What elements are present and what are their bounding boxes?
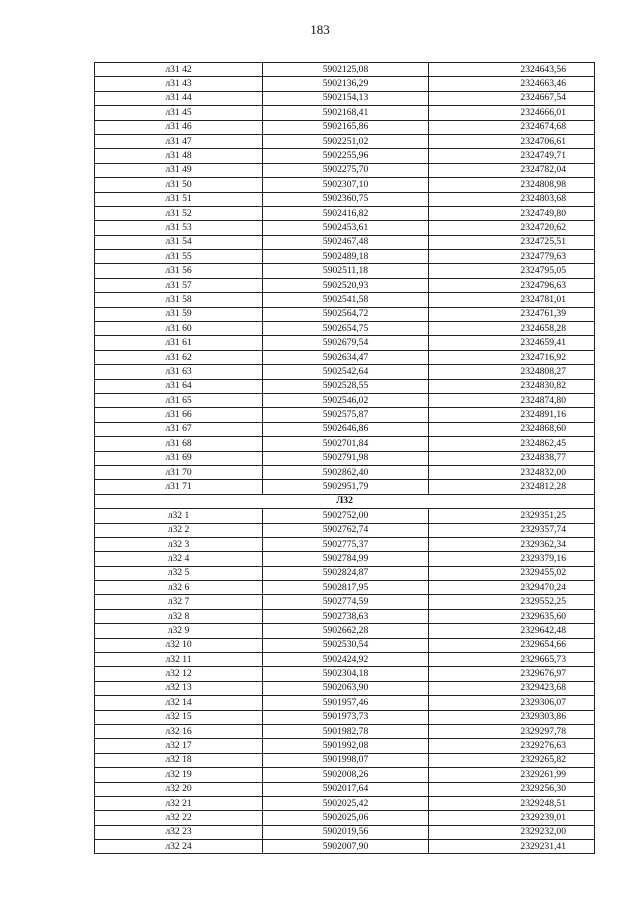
- y-coordinate: 2329248,51: [429, 796, 595, 810]
- table-row: [95, 336, 595, 350]
- table-row: [95, 451, 595, 465]
- x-coordinate: 5901992,08: [263, 739, 429, 753]
- x-coordinate: 5902154,13: [263, 91, 429, 105]
- x-coordinate: 5902125,08: [263, 63, 429, 77]
- y-coordinate: 2324874,80: [429, 393, 595, 407]
- y-coordinate: 2324663,46: [429, 77, 595, 91]
- x-coordinate: 5902360,75: [263, 192, 429, 206]
- table-row: [95, 552, 595, 566]
- point-label: л31 51: [95, 192, 263, 206]
- table-row: [95, 278, 595, 292]
- x-coordinate: 5902251,02: [263, 134, 429, 148]
- y-coordinate: 2329261,99: [429, 768, 595, 782]
- table-row: [95, 91, 595, 105]
- table-row: [95, 811, 595, 825]
- table-row: [95, 782, 595, 796]
- y-coordinate: 2329232,00: [429, 825, 595, 839]
- x-coordinate: 5902784,99: [263, 552, 429, 566]
- y-coordinate: 2329552,25: [429, 595, 595, 609]
- table-row: [95, 480, 595, 494]
- table-row: [95, 437, 595, 451]
- table-row: [95, 581, 595, 595]
- x-coordinate: 5902762,74: [263, 523, 429, 537]
- table-row: [95, 681, 595, 695]
- section-title: Л32: [95, 494, 595, 508]
- y-coordinate: 2324868,60: [429, 422, 595, 436]
- coordinates-table: [94, 62, 595, 854]
- x-coordinate: 5902489,18: [263, 250, 429, 264]
- point-label: л31 54: [95, 235, 263, 249]
- y-coordinate: 2329676,97: [429, 667, 595, 681]
- x-coordinate: 5902007,90: [263, 840, 429, 854]
- table-row: [95, 653, 595, 667]
- table-row: [95, 365, 595, 379]
- x-coordinate: 5902541,58: [263, 293, 429, 307]
- point-label: л32 7: [95, 595, 263, 609]
- y-coordinate: 2329239,01: [429, 811, 595, 825]
- y-coordinate: 2324667,54: [429, 91, 595, 105]
- table-row: [95, 638, 595, 652]
- point-label: л32 6: [95, 581, 263, 595]
- table-row: [95, 465, 595, 479]
- point-label: л32 22: [95, 811, 263, 825]
- x-coordinate: 5902008,26: [263, 768, 429, 782]
- x-coordinate: 5902791,98: [263, 451, 429, 465]
- x-coordinate: 5902424,92: [263, 653, 429, 667]
- y-coordinate: 2329654,66: [429, 638, 595, 652]
- y-coordinate: 2324725,51: [429, 235, 595, 249]
- point-label: л31 59: [95, 307, 263, 321]
- table-row: [95, 825, 595, 839]
- y-coordinate: 2324832,00: [429, 465, 595, 479]
- x-coordinate: 5902546,02: [263, 393, 429, 407]
- x-coordinate: 5901998,07: [263, 753, 429, 767]
- y-coordinate: 2324803,68: [429, 192, 595, 206]
- y-coordinate: 2324862,45: [429, 437, 595, 451]
- y-coordinate: 2324716,92: [429, 350, 595, 364]
- x-coordinate: 5902304,18: [263, 667, 429, 681]
- point-label: л31 49: [95, 163, 263, 177]
- y-coordinate: 2324808,98: [429, 178, 595, 192]
- x-coordinate: 5902025,42: [263, 796, 429, 810]
- point-label: л31 57: [95, 278, 263, 292]
- y-coordinate: 2329351,25: [429, 509, 595, 523]
- table-row: [95, 149, 595, 163]
- table-row: [95, 393, 595, 407]
- y-coordinate: 2324749,71: [429, 149, 595, 163]
- y-coordinate: 2324761,39: [429, 307, 595, 321]
- x-coordinate: 5902575,87: [263, 408, 429, 422]
- y-coordinate: 2329470,24: [429, 581, 595, 595]
- x-coordinate: 5902634,47: [263, 350, 429, 364]
- x-coordinate: 5902467,48: [263, 235, 429, 249]
- point-label: л32 8: [95, 609, 263, 623]
- point-label: л32 16: [95, 724, 263, 738]
- y-coordinate: 2324779,63: [429, 250, 595, 264]
- x-coordinate: 5902817,95: [263, 581, 429, 595]
- table-row: [95, 595, 595, 609]
- table-row: [95, 106, 595, 120]
- point-label: л31 58: [95, 293, 263, 307]
- table-row: [95, 667, 595, 681]
- y-coordinate: 2324749,80: [429, 206, 595, 220]
- x-coordinate: 5902307,10: [263, 178, 429, 192]
- point-label: л32 3: [95, 537, 263, 551]
- y-coordinate: 2324781,01: [429, 293, 595, 307]
- table-row: [95, 624, 595, 638]
- table-row: [95, 235, 595, 249]
- x-coordinate: 5902168,41: [263, 106, 429, 120]
- table-row: [95, 753, 595, 767]
- x-coordinate: 5902017,64: [263, 782, 429, 796]
- y-coordinate: 2324782,04: [429, 163, 595, 177]
- y-coordinate: 2324830,82: [429, 379, 595, 393]
- x-coordinate: 5902275,70: [263, 163, 429, 177]
- y-coordinate: 2329357,74: [429, 523, 595, 537]
- point-label: л31 46: [95, 120, 263, 134]
- y-coordinate: 2329665,73: [429, 653, 595, 667]
- y-coordinate: 2329642,48: [429, 624, 595, 638]
- table-row: [95, 509, 595, 523]
- y-coordinate: 2329455,02: [429, 566, 595, 580]
- table-row: [95, 77, 595, 91]
- x-coordinate: 5902165,86: [263, 120, 429, 134]
- y-coordinate: 2324795,05: [429, 264, 595, 278]
- table-row: [95, 293, 595, 307]
- x-coordinate: 5902701,84: [263, 437, 429, 451]
- point-label: л31 61: [95, 336, 263, 350]
- point-label: л32 21: [95, 796, 263, 810]
- table-row: [95, 796, 595, 810]
- x-coordinate: 5902662,28: [263, 624, 429, 638]
- table-body-l32: [95, 509, 595, 854]
- point-label: л31 50: [95, 178, 263, 192]
- x-coordinate: 5902679,54: [263, 336, 429, 350]
- table-row: [95, 710, 595, 724]
- point-label: л31 66: [95, 408, 263, 422]
- x-coordinate: 5902511,18: [263, 264, 429, 278]
- point-label: л31 53: [95, 221, 263, 235]
- point-label: л31 71: [95, 480, 263, 494]
- x-coordinate: 5902646,86: [263, 422, 429, 436]
- point-label: л32 10: [95, 638, 263, 652]
- point-label: л31 44: [95, 91, 263, 105]
- point-label: л31 70: [95, 465, 263, 479]
- point-label: л31 67: [95, 422, 263, 436]
- x-coordinate: 5902738,63: [263, 609, 429, 623]
- x-coordinate: 5902530,54: [263, 638, 429, 652]
- x-coordinate: 5902542,64: [263, 365, 429, 379]
- table-row: [95, 206, 595, 220]
- section-header-row-group: [95, 494, 595, 508]
- point-label: л32 5: [95, 566, 263, 580]
- point-label: л31 64: [95, 379, 263, 393]
- table-row: [95, 739, 595, 753]
- table-row: [95, 120, 595, 134]
- table-row: [95, 134, 595, 148]
- x-coordinate: 5902654,75: [263, 322, 429, 336]
- point-label: л32 13: [95, 681, 263, 695]
- y-coordinate: 2329423,68: [429, 681, 595, 695]
- y-coordinate: 2324808,27: [429, 365, 595, 379]
- y-coordinate: 2329303,86: [429, 710, 595, 724]
- table-row: [95, 221, 595, 235]
- x-coordinate: 5902862,40: [263, 465, 429, 479]
- x-coordinate: 5902564,72: [263, 307, 429, 321]
- table-row: [95, 724, 595, 738]
- y-coordinate: 2324658,28: [429, 322, 595, 336]
- point-label: л32 24: [95, 840, 263, 854]
- x-coordinate: 5902951,79: [263, 480, 429, 494]
- x-coordinate: 5902774,59: [263, 595, 429, 609]
- point-label: л32 15: [95, 710, 263, 724]
- y-coordinate: 2324720,62: [429, 221, 595, 235]
- y-coordinate: 2329265,82: [429, 753, 595, 767]
- y-coordinate: 2329297,78: [429, 724, 595, 738]
- point-label: л32 14: [95, 696, 263, 710]
- x-coordinate: 5902019,56: [263, 825, 429, 839]
- y-coordinate: 2324643,56: [429, 63, 595, 77]
- point-label: л31 45: [95, 106, 263, 120]
- point-label: л31 62: [95, 350, 263, 364]
- point-label: л31 56: [95, 264, 263, 278]
- x-coordinate: 5902775,37: [263, 537, 429, 551]
- point-label: л31 47: [95, 134, 263, 148]
- page-number: 183: [310, 22, 330, 37]
- point-label: л31 69: [95, 451, 263, 465]
- y-coordinate: 2324706,61: [429, 134, 595, 148]
- point-label: л31 63: [95, 365, 263, 379]
- point-label: л32 23: [95, 825, 263, 839]
- point-label: л31 60: [95, 322, 263, 336]
- point-label: л32 17: [95, 739, 263, 753]
- point-label: л31 55: [95, 250, 263, 264]
- table-row: [95, 322, 595, 336]
- x-coordinate: 5901982,78: [263, 724, 429, 738]
- point-label: л32 2: [95, 523, 263, 537]
- y-coordinate: 2329256,30: [429, 782, 595, 796]
- table-row: [95, 422, 595, 436]
- table-row: [95, 768, 595, 782]
- x-coordinate: 5902136,29: [263, 77, 429, 91]
- y-coordinate: 2324674,68: [429, 120, 595, 134]
- y-coordinate: 2329231,41: [429, 840, 595, 854]
- table-row: [95, 264, 595, 278]
- y-coordinate: 2329379,16: [429, 552, 595, 566]
- x-coordinate: 5902824,87: [263, 566, 429, 580]
- point-label: л32 19: [95, 768, 263, 782]
- table-body-l31: [95, 63, 595, 495]
- point-label: л32 1: [95, 509, 263, 523]
- y-coordinate: 2324796,63: [429, 278, 595, 292]
- x-coordinate: 5902255,96: [263, 149, 429, 163]
- table-row: [95, 63, 595, 77]
- table-row: [95, 523, 595, 537]
- point-label: л32 11: [95, 653, 263, 667]
- table-row: [95, 566, 595, 580]
- table-row: [95, 307, 595, 321]
- point-label: л32 20: [95, 782, 263, 796]
- x-coordinate: 5901973,73: [263, 710, 429, 724]
- point-label: л32 18: [95, 753, 263, 767]
- y-coordinate: 2324666,01: [429, 106, 595, 120]
- table-row: [95, 350, 595, 364]
- table-row: [95, 696, 595, 710]
- table-row: [95, 163, 595, 177]
- section-header-row: [95, 494, 595, 508]
- x-coordinate: 5902063,90: [263, 681, 429, 695]
- point-label: л32 4: [95, 552, 263, 566]
- x-coordinate: 5902416,82: [263, 206, 429, 220]
- table-row: [95, 408, 595, 422]
- point-label: л31 43: [95, 77, 263, 91]
- y-coordinate: 2324659,41: [429, 336, 595, 350]
- y-coordinate: 2329276,63: [429, 739, 595, 753]
- table-row: [95, 537, 595, 551]
- table-row: [95, 840, 595, 854]
- point-label: л31 48: [95, 149, 263, 163]
- point-label: л32 9: [95, 624, 263, 638]
- point-label: л31 52: [95, 206, 263, 220]
- table-row: [95, 250, 595, 264]
- x-coordinate: 5902752,00: [263, 509, 429, 523]
- x-coordinate: 5902453,61: [263, 221, 429, 235]
- table-row: [95, 379, 595, 393]
- point-label: л31 68: [95, 437, 263, 451]
- x-coordinate: 5902025,06: [263, 811, 429, 825]
- x-coordinate: 5901957,46: [263, 696, 429, 710]
- x-coordinate: 5902528,55: [263, 379, 429, 393]
- y-coordinate: 2324812,28: [429, 480, 595, 494]
- y-coordinate: 2329306,07: [429, 696, 595, 710]
- point-label: л31 65: [95, 393, 263, 407]
- y-coordinate: 2324891,16: [429, 408, 595, 422]
- x-coordinate: 5902520,93: [263, 278, 429, 292]
- point-label: л31 42: [95, 63, 263, 77]
- y-coordinate: 2329635,60: [429, 609, 595, 623]
- table-row: [95, 609, 595, 623]
- y-coordinate: 2324838,77: [429, 451, 595, 465]
- y-coordinate: 2329362,34: [429, 537, 595, 551]
- table-row: [95, 178, 595, 192]
- point-label: л32 12: [95, 667, 263, 681]
- table-row: [95, 192, 595, 206]
